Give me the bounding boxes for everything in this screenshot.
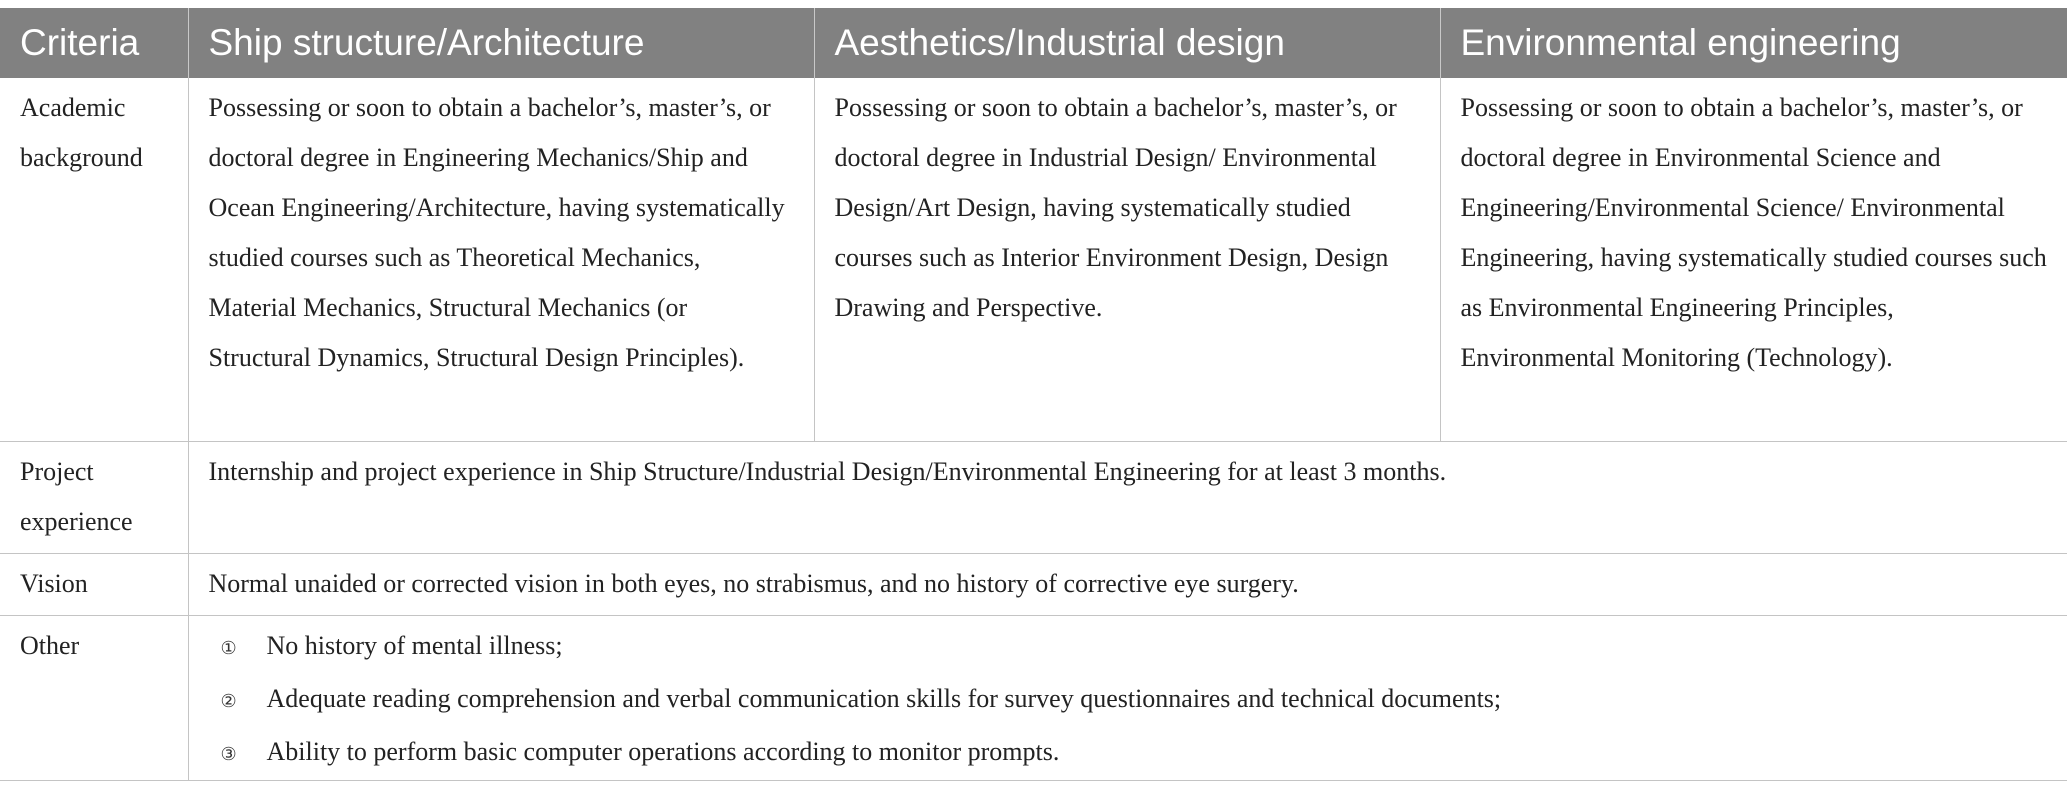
list-number: ③ bbox=[220, 744, 237, 765]
other-list bbox=[209, 621, 2048, 780]
row-label-project: Project experience bbox=[0, 442, 188, 554]
list-text: No history of mental illness; bbox=[266, 631, 563, 660]
cell-project: Internship and project experience in Ship Structure/Industrial Design/Environmental Engineering for at least 3 months. bbox=[188, 442, 2067, 554]
list-text: Ability to perform basic computer operations according to monitor prompts. bbox=[266, 737, 1060, 766]
table-row bbox=[0, 554, 2067, 616]
criteria-table bbox=[0, 8, 2067, 781]
header-criteria: Criteria bbox=[0, 8, 188, 78]
list-item bbox=[209, 727, 2048, 780]
cell-academic-aesthetics: Possessing or soon to obtain a bachelor’s, master’s, or doctoral degree in Industrial Design/ Environmental Design/Art Design, having systematically studied courses such as Interior Environment Design, Design Drawing and Perspective. bbox=[814, 78, 1440, 442]
row-label-other: Other bbox=[0, 616, 188, 781]
header-environmental: Environmental engineering bbox=[1440, 8, 2067, 78]
table-row bbox=[0, 616, 2067, 781]
cell-other bbox=[188, 616, 2067, 781]
row-label-vision: Vision bbox=[0, 554, 188, 616]
list-item bbox=[209, 621, 2048, 674]
list-text: Adequate reading comprehension and verbal communication skills for survey questionnaires and technical documents; bbox=[266, 684, 1502, 713]
list-number: ① bbox=[220, 638, 237, 659]
header-row bbox=[0, 8, 2067, 78]
list-item bbox=[209, 674, 2048, 727]
header-aesthetics: Aesthetics/Industrial design bbox=[814, 8, 1440, 78]
table-row bbox=[0, 442, 2067, 554]
table-row bbox=[0, 78, 2067, 442]
row-label-academic: Academic background bbox=[0, 78, 188, 442]
cell-vision: Normal unaided or corrected vision in both eyes, no strabismus, and no history of corrective eye surgery. bbox=[188, 554, 2067, 616]
header-ship-structure: Ship structure/Architecture bbox=[188, 8, 814, 78]
list-number: ② bbox=[220, 691, 237, 712]
cell-academic-environmental: Possessing or soon to obtain a bachelor’s, master’s, or doctoral degree in Environmental Science and Engineering/Environmental Science/ Environmental Engineering, having systematically studied courses such as Environmental Engineering Principles, Environmental Monitoring (Technology). bbox=[1440, 78, 2067, 442]
cell-academic-ship: Possessing or soon to obtain a bachelor’s, master’s, or doctoral degree in Engineering Mechanics/Ship and Ocean Engineering/Architecture, having systematically studied courses such as Theoretical Mechanics, Material Mechanics, Structural Mechanics (or Structural Dynamics, Structural Design Principles). bbox=[188, 78, 814, 442]
